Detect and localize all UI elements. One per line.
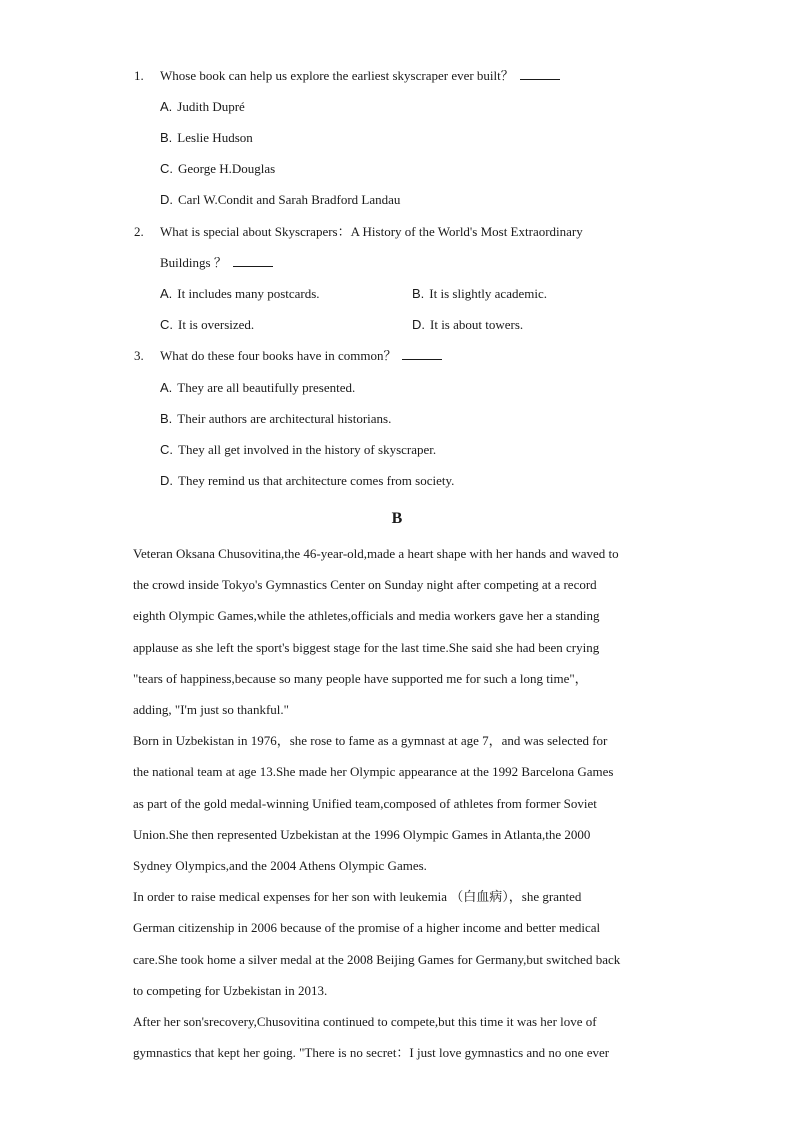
option-text: It is oversized. — [178, 317, 255, 332]
passage-line: Born in Uzbekistan in 1976，she rose to fame as a gymnast at age 7，and was selected for — [133, 733, 608, 748]
question-2-number: 2. — [134, 224, 144, 239]
passage-line: as part of the gold medal-winning Unified team,composed of athletes from former Soviet — [133, 796, 597, 811]
passage-line: the national team at age 13.She made her Olympic appearance at the 1992 Barcelona Games — [133, 764, 614, 779]
passage-line: the crowd inside Tokyo's Gymnastics Center on Sunday night after competing at a record — [133, 577, 597, 592]
option-text: It includes many postcards. — [177, 286, 320, 301]
option-letter: B. — [160, 130, 173, 145]
passage-line: "tears of happiness,because so many people have supported me for such a long time"， — [133, 671, 588, 686]
option-letter: B. — [160, 411, 173, 426]
question-2-option-a — [160, 286, 320, 302]
question-3-option-a — [160, 380, 355, 396]
passage-line: applause as she left the sport's biggest stage for the last time.She said she had been crying — [133, 640, 600, 655]
question-1-option-d — [160, 192, 400, 208]
question-1-text — [160, 68, 560, 84]
option-letter: D. — [160, 192, 173, 207]
question-1-stem: Whose book can help us explore the earliest skyscraper ever built？ — [160, 68, 514, 83]
option-letter: A. — [160, 380, 173, 395]
passage-line: gymnastics that kept her going. "There is no secret：I just love gymnastics and no one ever — [133, 1045, 610, 1060]
question-2-option-c — [160, 317, 254, 333]
option-letter: D. — [160, 473, 173, 488]
option-letter: C. — [160, 317, 173, 332]
question-2-option-b — [412, 286, 547, 302]
option-letter: A. — [160, 99, 173, 114]
question-3-number: 3. — [134, 348, 144, 363]
option-text: They all get involved in the history of skyscraper. — [178, 442, 437, 457]
passage-line: German citizenship in 2006 because of the promise of a higher income and better medical — [133, 920, 601, 935]
option-letter: D. — [412, 317, 425, 332]
question-3-option-d — [160, 473, 454, 489]
passage-line: eighth Olympic Games,while the athletes,officials and media workers gave her a standing — [133, 608, 600, 623]
passage-line: to competing for Uzbekistan in 2013. — [133, 983, 328, 998]
option-letter: C. — [160, 442, 173, 457]
question-1-option-c — [160, 161, 275, 177]
option-letter: A. — [160, 286, 173, 301]
passage-line: Union.She then represented Uzbekistan at the 1996 Olympic Games in Atlanta,the 2000 — [133, 827, 591, 842]
question-2-option-d — [412, 317, 523, 333]
question-1-option-b — [160, 130, 253, 146]
passage-line: Veteran Oksana Chusovitina,the 46-year-old,made a heart shape with her hands and waved to — [133, 546, 619, 561]
option-text: It is slightly academic. — [429, 286, 547, 301]
passage-line: care.She took home a silver medal at the 2008 Beijing Games for Germany,but switched back — [133, 952, 621, 967]
question-3-option-b — [160, 411, 391, 427]
question-1-option-a — [160, 99, 245, 115]
question-3-option-c — [160, 442, 436, 458]
option-letter: C. — [160, 161, 173, 176]
answer-blank — [233, 255, 273, 267]
option-text: They remind us that architecture comes from society. — [178, 473, 455, 488]
option-text: It is about towers. — [430, 317, 524, 332]
section-title: B — [391, 510, 403, 527]
question-2-text-line1: What is special about Skyscrapers：A History of the World's Most Extraordinary — [160, 224, 583, 239]
option-text: Their authors are architectural historians. — [177, 411, 392, 426]
question-3-stem: What do these four books have in common？ — [160, 348, 397, 363]
answer-blank — [520, 68, 560, 80]
passage-line: Sydney Olympics,and the 2004 Athens Olympic Games. — [133, 858, 427, 873]
option-text: Leslie Hudson — [177, 130, 253, 145]
passage-line: After her son'srecovery,Chusovitina continued to compete,but this time it was her love of — [133, 1014, 597, 1029]
option-text: George H.Douglas — [178, 161, 276, 176]
question-2-stem-end: Buildings ？ — [160, 255, 227, 270]
option-text: They are all beautifully presented. — [177, 380, 356, 395]
passage-line: adding, "I'm just so thankful." — [133, 702, 289, 717]
answer-blank — [402, 348, 442, 360]
passage-line: In order to raise medical expenses for her son with leukemia （白血病），she granted — [133, 889, 582, 904]
question-2-text-line2 — [160, 255, 273, 271]
question-3-text — [160, 348, 442, 364]
question-1-number: 1. — [134, 68, 144, 83]
option-letter: B. — [412, 286, 425, 301]
option-text: Carl W.Condit and Sarah Bradford Landau — [178, 192, 401, 207]
option-text: Judith Dupré — [177, 99, 245, 114]
